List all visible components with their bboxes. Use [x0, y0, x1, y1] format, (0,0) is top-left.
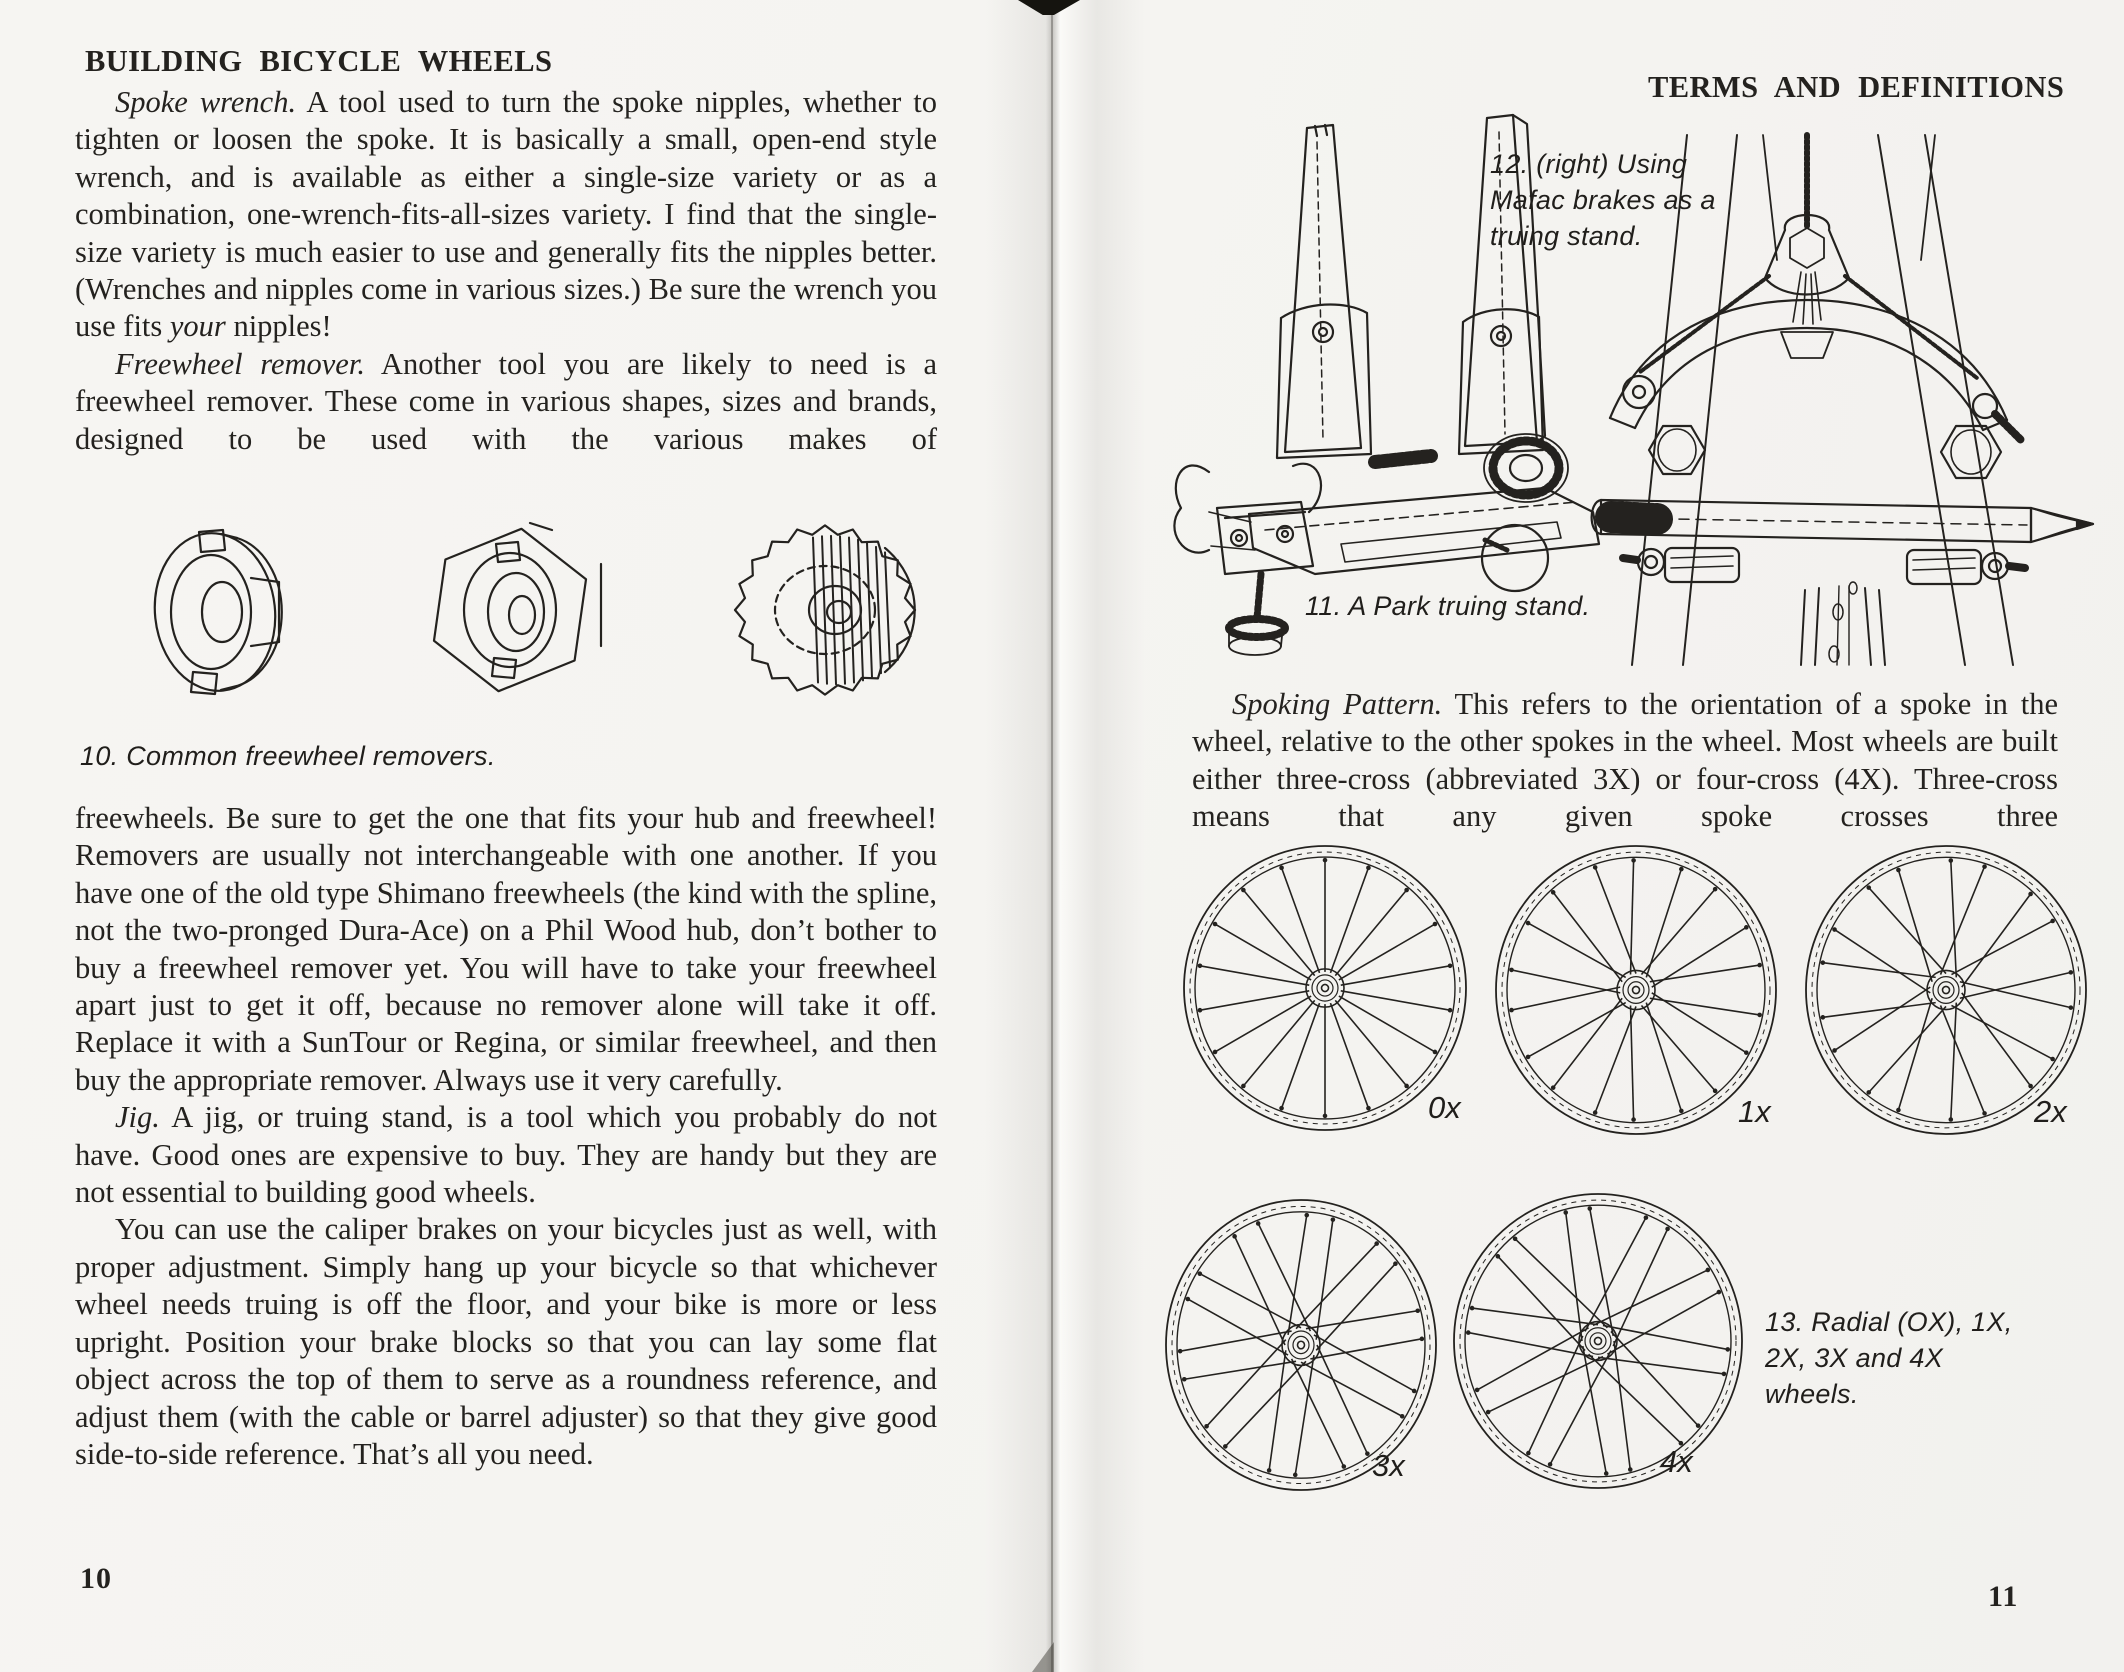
paragraph-caliper-brakes: You can use the caliper brakes on your bicycles just as well, with proper adjustment. Simply hang up your bicycle so that whichever wheel needs truing is off the floor, and your bike is more or less upright. Position your brake blocks so that you can lay some flat object across the top of them to serve as a roundness reference, and adjust them (with the cable or barrel adjuster) so that they give good side-to-side reference. That’s all you need. [75, 1212, 937, 1471]
wheel-diagram-radial [1180, 842, 1470, 1134]
paragraph-jig: Jig. A jig, or truing stand, is a tool which you probably do not have. Good ones are expensive to buy. They are handy but they are not essential to building good wheels. [75, 1100, 937, 1210]
left-column-lower [75, 800, 937, 1473]
spine-line [1051, 0, 1053, 1672]
paragraph-freewheels: freewheels. Be sure to get the one that fits your hub and freewheel! Removers are usually not interchangeable with one another. If you have one of the old type Shimano freewheels (the kind with the spline, not the two-pronged Dura-Ace) on a Phil Wood hub, don’t bother to buy a freewheel remover yet. You will have to take your freewheel apart just to get it off, because no remover alone will take it off. Replace it with a SunTour or Regina, or similar freewheel, and then buy the appropriate remover. Always use it very carefully. [75, 801, 937, 1097]
paragraph-freewheel-remover: Freewheel remover. Another tool you are likely to need is a freewheel remover. These come in various shapes, sizes and brands, designed to be used with the various makes of [75, 346, 937, 456]
caption-figure-12: 12. (right) Using Mafac brakes as a truing stand. [1490, 149, 1716, 251]
term-spoke-wrench: Spoke wrench. [115, 85, 297, 119]
right-column [1192, 686, 2058, 836]
page-number-left: 10 [80, 1562, 112, 1595]
left-column-upper [75, 84, 937, 458]
wheel-label-1x: 1x [1738, 1094, 1771, 1129]
freewheel-remover-splined-icon [735, 525, 915, 694]
wheel-diagram-4x [1450, 1190, 1746, 1492]
left-page-title: BUILDING BICYCLE WHEELS [85, 44, 553, 78]
wheel-diagram-1x [1492, 842, 1780, 1138]
right-page-title: TERMS AND DEFINITIONS [1648, 70, 2065, 104]
caption-figure-13: 13. Radial (OX), 1X, 2X, 3X and 4X wheels. [1765, 1307, 2013, 1409]
page-number-right: 11 [1988, 1580, 2019, 1613]
term-freewheel-remover: Freewheel remover. [115, 346, 365, 381]
paragraph-spoke-wrench: Spoke wrench. A tool used to turn the spoke nipples, whether to tighten or loosen the spoke. It is basically a small, open-end style wrench, and is available as either a single-size variety or as a combination, one-wrench-fits-all-sizes variety. I find that the single-size variety is much easier to use and generally fits the nipples better. (Wrenches and nipples come in various sizes.) Be sure the wrench you use fits your nipples! [75, 85, 937, 344]
wheel-label-4x: 4x [1660, 1444, 1693, 1479]
wheel-label-0x: 0x [1428, 1090, 1461, 1125]
caption-figure-10: 10. Common freewheel removers. [80, 741, 496, 771]
term-jig: Jig. [115, 1100, 160, 1135]
paragraph-spoking-pattern: Spoking Pattern. This refers to the orientation of a spoke in the wheel, relative to the other spokes in the wheel. Most wheels are built either three-cross (abbreviated 3X) or four-cross (4X). Three-cross means that any given spoke crosses three [1192, 687, 2058, 834]
figure-freewheel-removers [65, 512, 935, 717]
book-gutter [985, 0, 1145, 1672]
term-spoking-pattern: Spoking Pattern. [1232, 687, 1443, 721]
freewheel-remover-two-prong-icon [147, 527, 283, 697]
caption-figure-11: 11. A Park truing stand. [1305, 591, 1591, 621]
wheel-label-2x: 2x [2034, 1094, 2067, 1129]
freewheel-remover-hex-icon [428, 519, 601, 701]
wheel-label-3x: 3x [1372, 1448, 1405, 1483]
